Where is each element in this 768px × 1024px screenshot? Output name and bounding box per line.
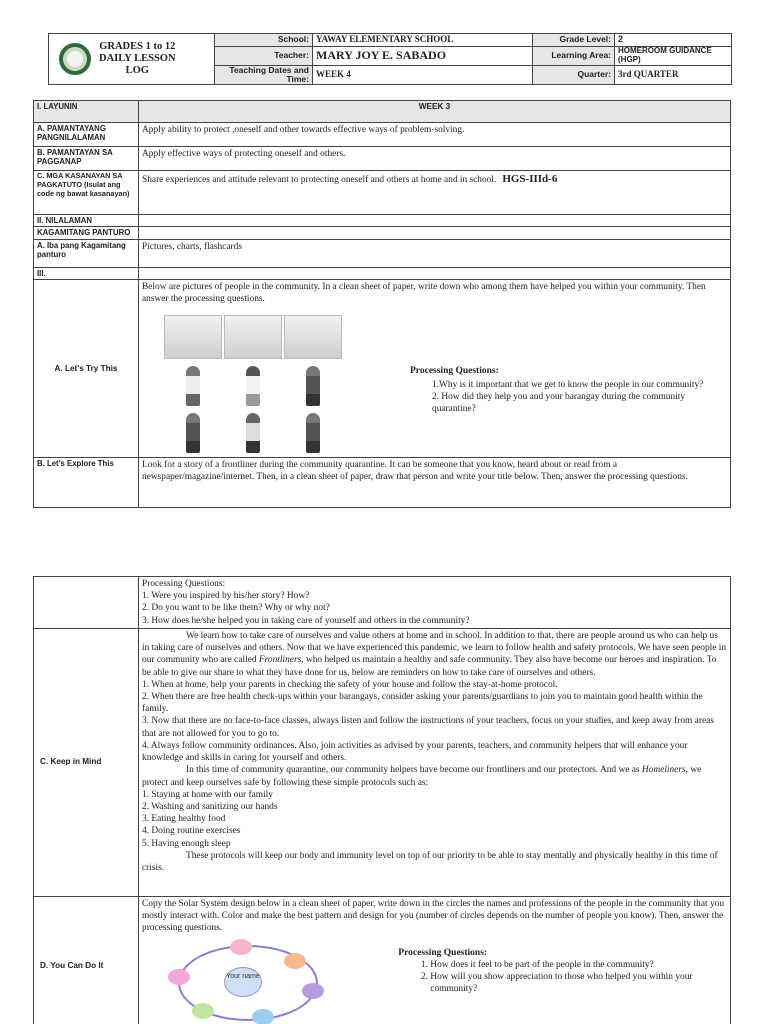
doit-pq-item: 1. How does it feel to be part of the people in the community? — [430, 959, 727, 971]
keep-intro-emphasis: Frontliners — [258, 655, 302, 666]
lesson-table-page1 — [33, 100, 731, 508]
nurse-figure — [224, 362, 282, 406]
explore-processing-questions — [139, 577, 731, 629]
community-photo — [224, 315, 282, 359]
lesson-table-page2 — [33, 576, 731, 1024]
logo-cell — [49, 34, 215, 85]
iii-value — [139, 267, 731, 279]
keep-mid — [142, 764, 727, 788]
nilalaman-value — [139, 215, 731, 227]
school-value: YAWAY ELEMENTARY SCHOOL — [313, 34, 533, 47]
school-label: School: — [215, 34, 313, 47]
header-table — [48, 33, 732, 85]
explore-label: B. Let's Explore This — [34, 458, 139, 508]
try-pq-item: 1.Why is it important that we get to know the people in our community? — [432, 379, 704, 390]
street-sweeper-figure — [284, 409, 342, 453]
explore-text: Look for a story of a frontliner during the community quarantine. It can be someone that you know, heard about or read from a newspaper/magazine/internet. Then, in a clean sheet of paper, draw that person and write your title below. Then, answer the processing questions. — [139, 458, 731, 508]
pq-item: 3. How does he/she helped you in taking care of yourself and others in the community? — [142, 615, 470, 626]
community-photo — [284, 315, 342, 359]
quarter-value: 3rd QUARTER — [615, 65, 732, 85]
keep-intro — [142, 630, 727, 679]
pq-label-cell — [34, 577, 139, 629]
try-this-cell — [139, 280, 731, 458]
police-figure — [164, 409, 222, 453]
doit-text: Copy the Solar System design below in a clean sheet of paper, write down in the circles the names and professions of the people in the community that you mostly interact with. Color and make the best pattern and design for you (number of circles depends on the number of people you know). Then, answer the processing questions. — [142, 898, 725, 934]
keep-mid-part: , we protect and keep ourselves safe by following these simple protocols such as: — [142, 765, 702, 788]
iii-label: III. — [34, 267, 139, 279]
protocol-item: 4. Doing routine exercises — [142, 826, 241, 837]
kasanayan-cell — [139, 171, 731, 215]
keep-end: These protocols will keep our body and immunity level on top of our priority to be able to stay mentally and physically healthy in this time of crisis. — [142, 850, 718, 874]
logo-title — [99, 41, 176, 77]
grade-value: 2 — [615, 34, 732, 47]
you-can-do-it-label: D. You Can Do It — [34, 896, 139, 1024]
doit-pq-title: Processing Questions: — [398, 947, 488, 958]
community-photo — [164, 315, 222, 359]
try-this-label: A. Let's Try This — [34, 280, 139, 458]
nilalaman-label: II. NILALAMAN — [34, 215, 139, 227]
keep-in-mind-label: C. Keep in Mind — [34, 628, 139, 896]
week-heading: WEEK 3 — [139, 101, 731, 123]
logo-line-2: DAILY LESSON — [99, 53, 176, 65]
protocol-item: 3. Eating healthy food — [142, 814, 226, 825]
kagamitan-value — [139, 227, 731, 239]
you-can-do-it-cell — [139, 896, 731, 1024]
planet-circle — [284, 953, 306, 969]
keep-intro-part: , who helped us maintain a healthy and safe community. They also have become our heroes and inspiration. To be able to give our share to what they have done for us, below are reminders on how to take care of ourselves and others. — [142, 655, 717, 678]
pagganap-text: Apply effective ways of protecting oneself and others. — [139, 147, 731, 171]
logo-line-3: LOG — [125, 65, 149, 77]
community-pictures — [164, 315, 342, 453]
area-label: Learning Area: — [533, 47, 615, 66]
planet-circle — [192, 1003, 214, 1019]
logo-line-1: GRADES 1 to 12 — [99, 41, 176, 53]
kasanayan-code: HGS-IIId-6 — [502, 173, 558, 185]
doit-pq-item: 2. How will you show appreciation to those who helped you within your community? — [430, 971, 727, 995]
keep-mid-part: In this time of community quarantine, our community helpers have become our frontliners and our protectors. And we as — [186, 765, 642, 776]
keep-mid-emphasis: Homeliners — [641, 765, 686, 776]
keep-intro-part: We learn how to take care of ourselves and value others at home and in school. In addition to that, there are people around us who can help us in taking care of ourselves and others. Now that we have experienced this pandemic, we learn to follow health and safety protocols. We have seen people in our community who are called — [142, 630, 727, 666]
dates-label: Teaching Dates and Time: — [215, 65, 313, 85]
pq-item: 1. Were you inspired by his/her story? How? — [142, 591, 310, 602]
planet-circle — [230, 939, 252, 955]
solar-system-diagram — [156, 939, 328, 1024]
dates-value: WEEK 4 — [313, 65, 533, 85]
planet-circle — [302, 983, 324, 999]
keep-list-item: 4. Always follow community ordinances. Also, join activities as advised by your parents, teachers, and community helpers that will enhance your knowledge and skills in caring for yourself and others. — [142, 740, 688, 764]
pq-title: Processing Questions: — [142, 579, 226, 589]
try-this-text: Below are pictures of people in the community. In a clean sheet of paper, write down who among them have helped you within your community. Then answer the processing questions. — [142, 282, 706, 305]
pagganap-label: B. PAMANTAYAN SA PAGGANAP — [34, 147, 139, 171]
teacher-label: Teacher: — [215, 47, 313, 66]
try-processing-questions — [410, 365, 727, 453]
grade-label: Grade Level: — [533, 34, 615, 47]
kasanayan-label: C. MGA KASANAYAN SA PAGKATUTO (Isulat ang code ng bawat kasanayan) — [34, 171, 139, 215]
your-name-circle: Your name — [224, 967, 262, 997]
keep-list-item: 3. Now that there are no face-to-face classes, always listen and follow the instructions of your teachers, focus on your studies, and keep away from areas that are not allowed for you to go to. — [142, 716, 714, 739]
area-value: HOMEROOM GUIDANCE (HGP) — [615, 47, 732, 66]
planet-circle — [168, 969, 190, 985]
planet-circle — [252, 1009, 274, 1024]
pq-item: 2. Do you want to be like them? Why or why not? — [142, 603, 330, 614]
quarter-label: Quarter: — [533, 65, 615, 85]
kagamitan-label: KAGAMITANG PANTURO — [34, 227, 139, 239]
traffic-enforcer-figure — [224, 409, 282, 453]
doctor-figure — [164, 362, 222, 406]
worker-figure — [284, 362, 342, 406]
try-pq-item: 2. How did they help you and your barangay during the community quarantine? — [432, 392, 686, 415]
keep-list-item: 2. When there are free health check-ups within your barangays, consider asking your parents/guardians to join you to maintain good health within the family. — [142, 691, 703, 715]
teacher-value: MARY JOY E. SABADO — [313, 47, 533, 66]
deped-seal-icon — [59, 43, 91, 75]
protocol-item: 1. Staying at home with our family — [142, 789, 273, 800]
keep-in-mind-cell — [139, 628, 731, 896]
pamantayang-label: A. PAMANTAYANG PANGNILALAMAN — [34, 123, 139, 147]
doit-processing-questions — [398, 947, 727, 1024]
try-pq-title: Processing Questions: — [410, 366, 499, 377]
protocol-item: 2. Washing and sanitizing our hands — [142, 801, 278, 812]
protocol-item: 5. Having enough sleep — [142, 838, 231, 849]
iba-label: A. Iba pang Kagamitang panturo — [34, 239, 139, 267]
layunin-label: I. LAYUNIN — [34, 101, 139, 123]
keep-list-item: 1. When at home, help your parents in checking the safety of your house and follow the stay-at-home protocol. — [142, 679, 558, 690]
iba-text: Pictures, charts, flashcards — [139, 239, 731, 267]
pamantayang-text: Apply ability to protect ,oneself and other towards effective ways of problem-solving. — [139, 123, 731, 147]
kasanayan-text: Share experiences and attitude relevant to protecting oneself and others at home and in school. — [142, 175, 497, 185]
